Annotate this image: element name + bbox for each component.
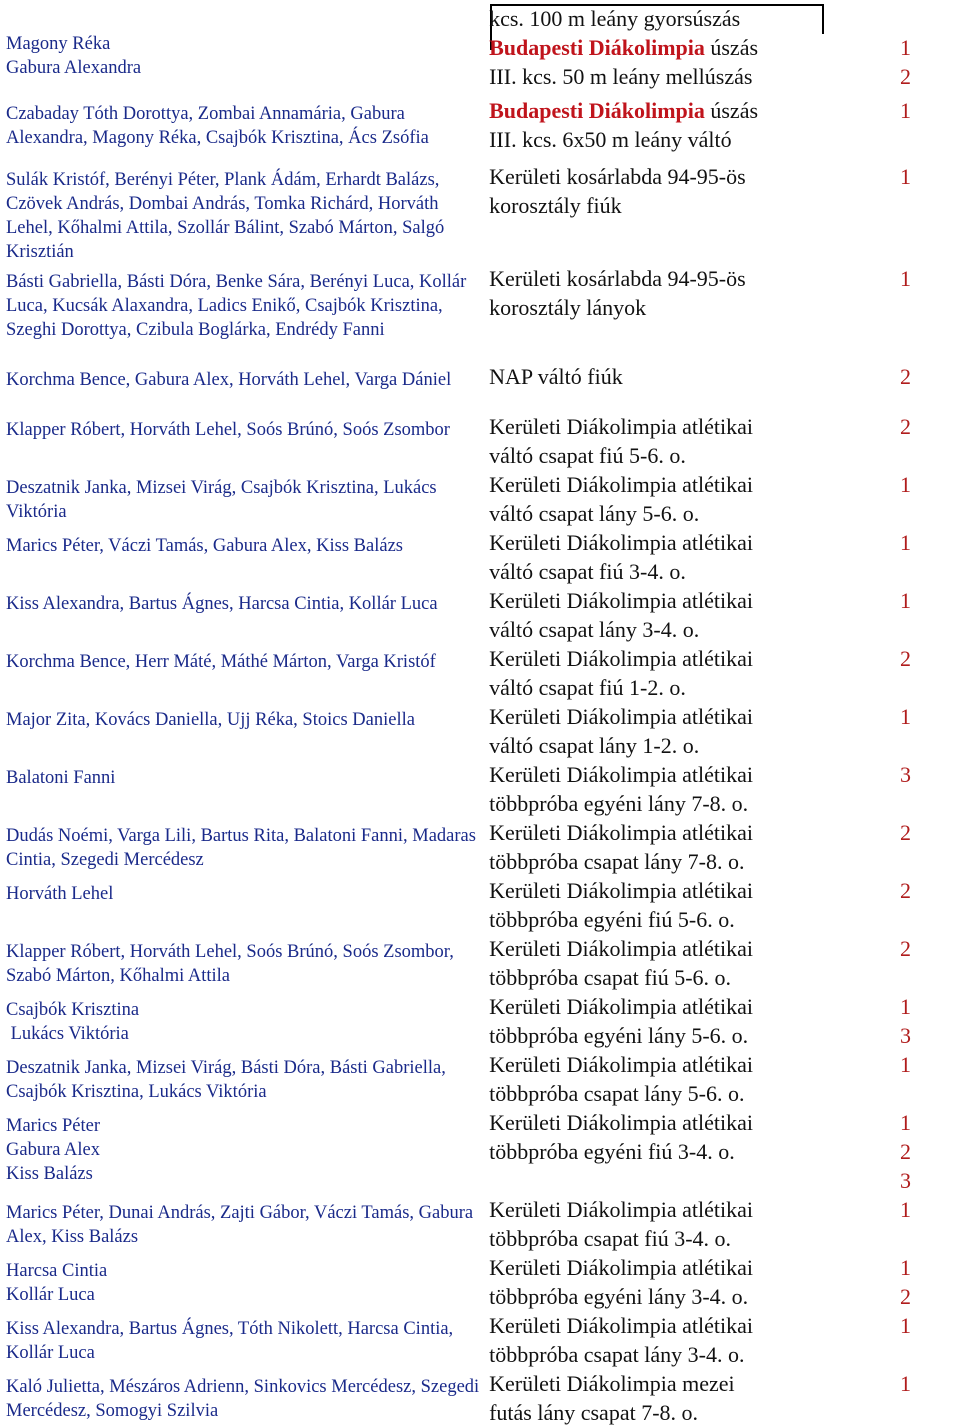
event-text: Kerületi Diákolimpia atlétikai	[489, 878, 754, 903]
event-line	[489, 1108, 857, 1137]
place-cell	[857, 644, 954, 702]
result-row	[6, 4, 954, 96]
place-cell	[857, 1050, 954, 1108]
event-line	[489, 615, 857, 644]
event-line	[489, 499, 857, 528]
event-line	[489, 33, 857, 62]
event-text: Kerületi Diákolimpia atlétikai	[489, 1255, 754, 1280]
event-line	[489, 789, 857, 818]
event-line	[489, 62, 857, 91]
result-row	[6, 1050, 954, 1108]
event-text: Kerületi Diákolimpia mezei	[489, 1371, 735, 1396]
place-cell	[857, 934, 954, 992]
participant-names: Kiss Balázs	[6, 1164, 93, 1184]
event-text: többpróba csapat lány 5-6. o.	[489, 1081, 745, 1106]
event-cell	[489, 1311, 857, 1369]
participants-cell	[6, 162, 489, 264]
event-text: váltó csapat lány 3-4. o.	[489, 617, 700, 642]
place-cell	[857, 876, 954, 934]
place-value: 1	[899, 530, 911, 555]
participant-names: Korchma Bence, Herr Máté, Máthé Márton, Varga Kristóf	[6, 652, 436, 672]
place-value: 1	[899, 164, 911, 189]
place-value: 2	[899, 646, 911, 671]
participants-cell	[6, 1311, 489, 1369]
event-text: Kerületi kosárlabda 94-95-ös	[489, 266, 746, 291]
result-row	[6, 264, 954, 362]
participants-cell	[6, 264, 489, 362]
place-value: 1	[899, 1110, 911, 1135]
result-row	[6, 1108, 954, 1195]
event-text: többpróba csapat fiú 3-4. o.	[489, 1226, 732, 1251]
participants-cell	[6, 760, 489, 818]
event-line	[489, 362, 857, 391]
place-value: 1	[899, 1255, 911, 1280]
event-text: többpróba egyéni lány 3-4. o.	[489, 1284, 749, 1309]
event-text: korosztály fiúk	[489, 193, 622, 218]
result-row	[6, 644, 954, 702]
event-line	[489, 992, 857, 1021]
event-cell	[489, 528, 857, 586]
participants-cell	[6, 470, 489, 528]
place-value: 1	[899, 1313, 911, 1338]
event-line	[489, 586, 857, 615]
event-line	[489, 125, 857, 154]
event-text: Kerületi Diákolimpia atlétikai	[489, 994, 754, 1019]
result-row	[6, 760, 954, 818]
event-line	[489, 1137, 857, 1166]
participant-names: Kaló Julietta, Mészáros Adrienn, Sinkovics Mercédesz, Szegedi Mercédesz, Somogyi Szilvia	[6, 1377, 480, 1421]
place-cell	[857, 96, 954, 162]
result-row	[6, 1253, 954, 1311]
place-cell	[857, 760, 954, 818]
participants-cell	[6, 702, 489, 760]
event-text: Kerületi Diákolimpia atlétikai	[489, 704, 754, 729]
place-value: 2	[899, 64, 911, 89]
event-text: Kerületi Diákolimpia atlétikai	[489, 1313, 754, 1338]
place-cell	[857, 412, 954, 470]
place-cell	[857, 264, 954, 362]
participants-cell	[6, 1050, 489, 1108]
participants-cell	[6, 362, 489, 412]
place-cell	[857, 1108, 954, 1195]
place-value: 1	[899, 472, 911, 497]
event-text: úszás	[704, 98, 759, 123]
event-text: NAP váltó fiúk	[489, 364, 623, 389]
event-line	[489, 934, 857, 963]
result-row	[6, 818, 954, 876]
participants-cell	[6, 1253, 489, 1311]
event-line	[489, 1050, 857, 1079]
place-value: 2	[899, 936, 911, 961]
result-row	[6, 1195, 954, 1253]
event-line	[489, 847, 857, 876]
place-value: 1	[899, 994, 911, 1019]
event-cell	[489, 876, 857, 934]
participants-cell	[6, 528, 489, 586]
place-value: 3	[899, 1023, 911, 1048]
event-text: váltó csapat fiú 3-4. o.	[489, 559, 686, 584]
event-line	[489, 412, 857, 441]
place-value: 2	[899, 1284, 911, 1309]
participant-names: Marics Péter, Váczi Tamás, Gabura Alex, Kiss Balázs	[6, 536, 403, 556]
event-text: kcs. 100 m leány gyorsúszás	[489, 6, 741, 31]
place-cell	[857, 818, 954, 876]
result-row	[6, 934, 954, 992]
participant-names: Kiss Alexandra, Bartus Ágnes, Harcsa Cintia, Kollár Luca	[6, 594, 438, 614]
event-text: váltó csapat lány 1-2. o.	[489, 733, 700, 758]
participants-cell	[6, 1369, 489, 1427]
event-cell	[489, 934, 857, 992]
event-line	[489, 162, 857, 191]
event-text: Kerületi kosárlabda 94-95-ös	[489, 164, 746, 189]
participant-names: Csajbók Krisztina	[6, 1000, 140, 1020]
event-text: III. kcs. 50 m leány mellúszás	[489, 64, 753, 89]
event-text: Kerületi Diákolimpia atlétikai	[489, 820, 754, 845]
place-cell	[857, 992, 954, 1050]
result-row	[6, 412, 954, 470]
participants-cell	[6, 818, 489, 876]
event-line	[489, 876, 857, 905]
result-row	[6, 702, 954, 760]
event-line	[489, 731, 857, 760]
participant-names: Czabaday Tóth Dorottya, Zombai Annamária, Gabura Alexandra, Magony Réka, Csajbók Krisztina, Ács Zsófia	[6, 104, 429, 148]
participant-names: Sulák Kristóf, Berényi Péter, Plank Ádám, Erhardt Balázs, Czövek András, Dombai András, Tomka Richárd, Horváth Lehel, Kőhalmi Attila, Szollár Bálint, Szabó Márton, Salgó Krisztián	[6, 170, 445, 262]
event-cell	[489, 162, 857, 264]
participant-names: Major Zita, Kovács Daniella, Ujj Réka, Stoics Daniella	[6, 710, 415, 730]
event-line	[489, 673, 857, 702]
place-cell	[857, 162, 954, 264]
event-text: futás lány csapat 7-8. o.	[489, 1400, 699, 1425]
event-text: többpróba egyéni lány 7-8. o.	[489, 791, 749, 816]
participant-names: Dudás Noémi, Varga Lili, Bartus Rita, Balatoni Fanni, Madaras Cintia, Szegedi Mercédesz	[6, 826, 476, 870]
place-cell	[857, 4, 954, 96]
place-cell	[857, 362, 954, 412]
event-cell	[489, 644, 857, 702]
event-cell	[489, 992, 857, 1050]
event-line	[489, 905, 857, 934]
event-cell	[489, 586, 857, 644]
event-line	[489, 1079, 857, 1108]
participant-names: Gabura Alexandra	[6, 58, 142, 78]
event-line	[489, 1311, 857, 1340]
participant-names: Klapper Róbert, Horváth Lehel, Soós Brúnó, Soós Zsombor	[6, 420, 450, 440]
participant-names: Kollár Luca	[6, 1285, 95, 1305]
event-line	[489, 760, 857, 789]
event-line	[489, 96, 857, 125]
event-line	[489, 4, 857, 33]
event-line	[489, 1369, 857, 1398]
event-text: Kerületi Diákolimpia atlétikai	[489, 936, 754, 961]
event-text: Kerületi Diákolimpia atlétikai	[489, 1110, 754, 1135]
result-row	[6, 1369, 954, 1427]
participant-names: Korchma Bence, Gabura Alex, Horváth Lehel, Varga Dániel	[6, 370, 452, 390]
place-value: 2	[899, 414, 911, 439]
participants-cell	[6, 4, 489, 96]
participants-cell	[6, 586, 489, 644]
place-value: 1	[899, 1197, 911, 1222]
participants-cell	[6, 934, 489, 992]
place-cell	[857, 470, 954, 528]
event-cell	[489, 760, 857, 818]
event-text: Kerületi Diákolimpia atlétikai	[489, 1052, 754, 1077]
event-text: többpróba egyéni fiú 3-4. o.	[489, 1139, 735, 1164]
event-line	[489, 293, 857, 322]
participant-names: Lukács Viktória	[6, 1024, 129, 1044]
event-line	[489, 1398, 857, 1427]
competition-name: Budapesti Diákolimpia	[489, 35, 705, 60]
event-cell	[489, 1195, 857, 1253]
event-cell	[489, 1369, 857, 1427]
event-line	[489, 1021, 857, 1050]
event-cell	[489, 96, 857, 162]
participant-names: Gabura Alex	[6, 1140, 101, 1160]
participant-names: Balatoni Fanni	[6, 768, 116, 788]
participants-cell	[6, 412, 489, 470]
event-text: többpróba csapat lány 7-8. o.	[489, 849, 745, 874]
event-cell	[489, 1108, 857, 1195]
place-cell	[857, 528, 954, 586]
result-row	[6, 586, 954, 644]
event-text: Kerületi Diákolimpia atlétikai	[489, 414, 754, 439]
participants-cell	[6, 644, 489, 702]
event-text: többpróba csapat lány 3-4. o.	[489, 1342, 745, 1367]
result-row	[6, 470, 954, 528]
place-value: 2	[899, 364, 911, 389]
event-text: úszás	[704, 35, 759, 60]
participants-cell	[6, 992, 489, 1050]
event-text: Kerületi Diákolimpia atlétikai	[489, 530, 754, 555]
event-line	[489, 818, 857, 847]
participant-names: Magony Réka	[6, 34, 111, 54]
place-value: 1	[899, 35, 911, 60]
event-text: többpróba egyéni fiú 5-6. o.	[489, 907, 735, 932]
participants-cell	[6, 1195, 489, 1253]
place-cell	[857, 1253, 954, 1311]
event-text: váltó csapat lány 5-6. o.	[489, 501, 700, 526]
place-cell	[857, 1369, 954, 1427]
participants-cell	[6, 1108, 489, 1195]
event-text: korosztály lányok	[489, 295, 647, 320]
place-value: 1	[899, 1371, 911, 1396]
event-cell	[489, 1253, 857, 1311]
place-value: 3	[899, 1168, 911, 1193]
participants-cell	[6, 96, 489, 162]
event-text: Kerületi Diákolimpia atlétikai	[489, 472, 754, 497]
event-line	[489, 528, 857, 557]
event-cell	[489, 264, 857, 362]
event-line	[489, 1224, 857, 1253]
place-cell	[857, 702, 954, 760]
event-line	[489, 963, 857, 992]
event-cell	[489, 470, 857, 528]
event-line	[489, 1340, 857, 1369]
event-cell	[489, 362, 857, 412]
place-cell	[857, 1311, 954, 1369]
results-table	[6, 4, 954, 1427]
place-value	[857, 4, 954, 33]
result-row	[6, 992, 954, 1050]
result-row	[6, 1311, 954, 1369]
results-body	[6, 4, 954, 1427]
event-line	[489, 441, 857, 470]
event-line	[489, 557, 857, 586]
participant-names: Harcsa Cintia	[6, 1261, 108, 1281]
event-line	[489, 264, 857, 293]
event-text: váltó csapat fiú 1-2. o.	[489, 675, 686, 700]
participant-names: Horváth Lehel	[6, 884, 114, 904]
event-text: Kerületi Diákolimpia atlétikai	[489, 588, 754, 613]
place-value: 2	[899, 878, 911, 903]
place-value: 2	[899, 1139, 911, 1164]
result-row	[6, 162, 954, 264]
participant-names: Deszatnik Janka, Mizsei Virág, Csajbók Krisztina, Lukács Viktória	[6, 478, 437, 522]
event-line	[489, 702, 857, 731]
event-line	[489, 644, 857, 673]
event-cell	[489, 818, 857, 876]
place-value: 2	[899, 820, 911, 845]
event-cell	[489, 412, 857, 470]
event-line	[489, 470, 857, 499]
participant-names: Klapper Róbert, Horváth Lehel, Soós Brúnó, Soós Zsombor, Szabó Márton, Kőhalmi Attila	[6, 942, 454, 986]
event-line	[489, 1195, 857, 1224]
event-text: Kerületi Diákolimpia atlétikai	[489, 646, 754, 671]
result-row	[6, 876, 954, 934]
place-value: 1	[899, 266, 911, 291]
event-text: többpróba csapat fiú 5-6. o.	[489, 965, 732, 990]
event-text: váltó csapat fiú 5-6. o.	[489, 443, 686, 468]
place-value: 3	[899, 762, 911, 787]
place-cell	[857, 1195, 954, 1253]
participant-names: Marics Péter, Dunai András, Zajti Gábor, Váczi Tamás, Gabura Alex, Kiss Balázs	[6, 1203, 474, 1247]
place-value: 1	[899, 98, 911, 123]
participants-cell	[6, 876, 489, 934]
event-text: Kerületi Diákolimpia atlétikai	[489, 762, 754, 787]
event-text: többpróba egyéni lány 5-6. o.	[489, 1023, 749, 1048]
participant-names: Marics Péter	[6, 1116, 101, 1136]
place-value: 1	[899, 704, 911, 729]
event-cell	[489, 702, 857, 760]
event-line	[489, 1282, 857, 1311]
event-cell	[489, 1050, 857, 1108]
place-cell	[857, 586, 954, 644]
event-cell	[489, 4, 857, 96]
event-line	[489, 191, 857, 220]
place-value: 1	[899, 1052, 911, 1077]
participant-names: Kiss Alexandra, Bartus Ágnes, Tóth Nikolett, Harcsa Cintia, Kollár Luca	[6, 1319, 454, 1363]
place-value: 1	[899, 588, 911, 613]
result-row	[6, 528, 954, 586]
event-text: III. kcs. 6x50 m leány váltó	[489, 127, 732, 152]
competition-name: Budapesti Diákolimpia	[489, 98, 705, 123]
participant-names: Básti Gabriella, Básti Dóra, Benke Sára, Berényi Luca, Kollár Luca, Kucsák Alaxandra, Ladics Enikő, Csajbók Krisztina, Szeghi Dorottya, Czibula Boglárka, Endrédy Fanni	[6, 272, 467, 340]
result-row	[6, 96, 954, 162]
participant-names: Deszatnik Janka, Mizsei Virág, Básti Dóra, Básti Gabriella, Csajbók Krisztina, Lukács Viktória	[6, 1058, 446, 1102]
event-text: Kerületi Diákolimpia atlétikai	[489, 1197, 754, 1222]
event-line	[489, 1253, 857, 1282]
result-row	[6, 362, 954, 412]
